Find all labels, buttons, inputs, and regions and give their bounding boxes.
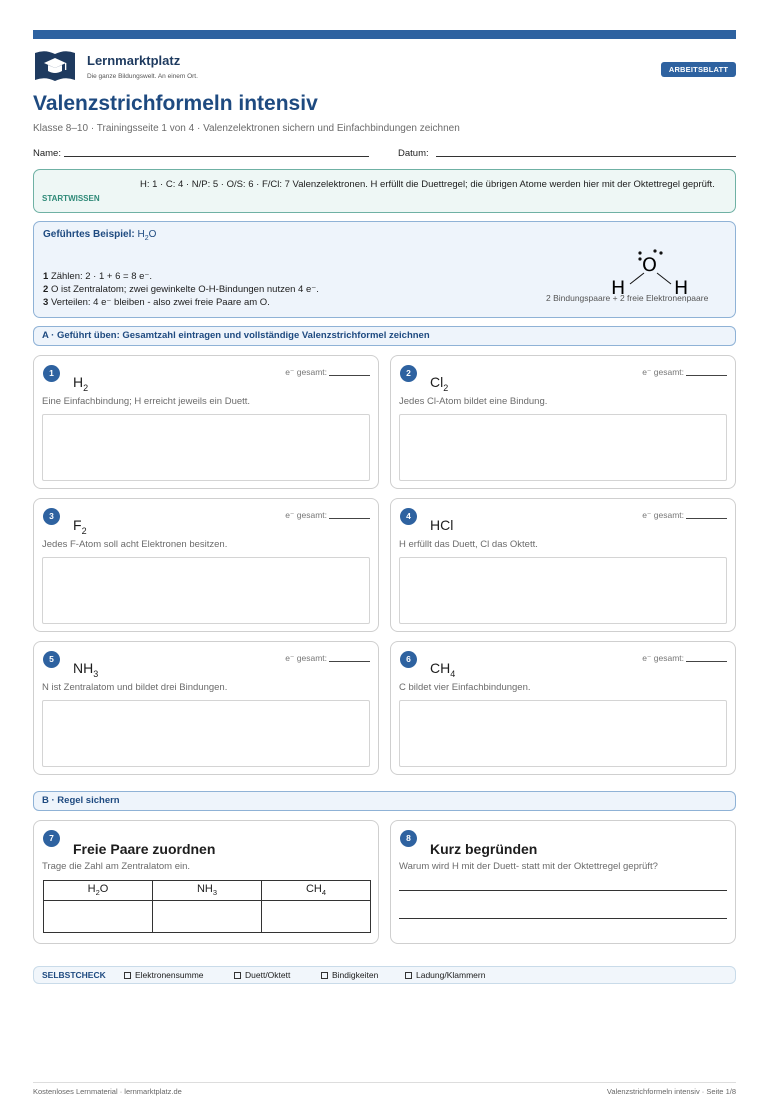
example-step: 1 Zählen: 2 · 1 + 6 = 8 e⁻.	[43, 271, 153, 282]
page-subtitle: Klasse 8–10 · Trainingsseite 1 von 4 · Valenzelektronen sichern und Einfachbindungen zeichnen	[33, 123, 460, 134]
date-label: Datum:	[398, 148, 429, 159]
answer-line[interactable]	[399, 890, 727, 891]
exercise-number: 6	[400, 651, 417, 668]
electron-total-field[interactable]: e⁻ gesamt:	[285, 510, 370, 521]
free-pairs-table	[43, 880, 371, 933]
footer-left: Kostenloses Lernmaterial · lernmarktplatz.de	[33, 1087, 182, 1096]
exercise-hint: N ist Zentralatom und bildet drei Bindungen.	[42, 682, 228, 693]
startwissen-box	[33, 169, 736, 213]
example-caption: 2 Bindungspaare + 2 freie Elektronenpaare	[546, 293, 709, 303]
exercise-hint: Jedes Cl-Atom bildet eine Bindung.	[399, 396, 548, 407]
drawing-area[interactable]	[399, 700, 727, 767]
drawing-area[interactable]	[399, 557, 727, 624]
checkbox-icon	[124, 972, 131, 979]
brand-name: Lernmarktplatz	[87, 53, 181, 68]
electron-total-field[interactable]: e⁻ gesamt:	[285, 367, 370, 378]
name-field[interactable]	[64, 156, 369, 157]
exercise-formula: $Cl_2$	[430, 374, 449, 393]
table-header-ch4: $CH_4$	[262, 881, 371, 901]
worksheet-badge: ARBEITSBLATT	[661, 62, 736, 77]
exercise-card-6	[390, 641, 736, 775]
task-title: Freie Paare zuordnen	[73, 841, 216, 857]
exercise-card-1	[33, 355, 379, 489]
electron-total-field[interactable]: e⁻ gesamt:	[642, 653, 727, 664]
selfcheck-bar	[33, 966, 736, 984]
answer-cell-nh3[interactable]	[153, 901, 262, 933]
exercise-hint: Eine Einfachbindung; H erreicht jeweils ein Duett.	[42, 396, 251, 407]
exercise-hint: Jedes F-Atom soll acht Elektronen besitzen.	[42, 539, 228, 550]
section-a-header: A · Geführt üben: Gesamtzahl eintragen und vollständige Valenzstrichformel zeichnen	[33, 326, 736, 346]
answer-cell-h2o[interactable]	[44, 901, 153, 933]
exercise-card-4	[390, 498, 736, 632]
exercise-card-2	[390, 355, 736, 489]
example-step: 2 O ist Zentralatom; zwei gewinkelte O-H-Bindungen nutzen 4 e⁻.	[43, 284, 319, 295]
task-number: 7	[43, 830, 60, 847]
atom-h-left: H	[611, 277, 626, 294]
task-title: Kurz begründen	[430, 841, 538, 857]
selfcheck-item[interactable]: Duett/Oktett	[234, 967, 290, 983]
section-b-header: B · Regel sichern	[33, 791, 736, 811]
exercise-number: 1	[43, 365, 60, 382]
exercise-formula: $CH_4$	[430, 660, 456, 679]
selfcheck-item[interactable]: Bindigkeiten	[321, 967, 378, 983]
electron-total-field[interactable]: e⁻ gesamt:	[642, 367, 727, 378]
exercise-formula: $NH_3$	[73, 660, 99, 679]
atom-o: O	[642, 254, 657, 276]
exercise-formula: $H_2$	[73, 374, 89, 393]
brand-tagline: Die ganze Bildungswelt. An einem Ort.	[87, 73, 198, 80]
guided-example-box	[33, 221, 736, 318]
exercise-hint: H erfüllt das Duett, Cl das Oktett.	[399, 539, 538, 550]
footer-divider	[33, 1082, 736, 1083]
task-hint: Warum wird H mit der Duett- statt mit der Oktettregel geprüft?	[399, 861, 658, 872]
startwissen-text: H: 1 · C: 4 · N/P: 5 · O/S: 6 · F/Cl: 7 Valenzelektronen. H erfüllt die Duettregel; die übrigen Atome werden hier mit der Oktettregel geprüft.	[140, 179, 715, 190]
drawing-area[interactable]	[399, 414, 727, 481]
drawing-area[interactable]	[42, 414, 370, 481]
date-field[interactable]	[436, 156, 736, 157]
page-title: Valenzstrichformeln intensiv	[33, 92, 318, 115]
selfcheck-label: SELBSTCHECK	[42, 970, 106, 980]
example-step: 3 Verteilen: 4 e⁻ bleiben - also zwei freie Paare am O.	[43, 297, 270, 308]
top-accent-bar	[33, 30, 736, 39]
exercise-card-3	[33, 498, 379, 632]
drawing-area[interactable]	[42, 700, 370, 767]
task-card-7	[33, 820, 379, 944]
task-hint: Trage die Zahl am Zentralatom ein.	[42, 861, 191, 872]
name-label: Name:	[33, 148, 61, 159]
water-molecule-diagram	[574, 234, 724, 294]
answer-cell-ch4[interactable]	[262, 901, 371, 933]
graduation-cap-icon	[33, 49, 77, 83]
checkbox-icon	[321, 972, 328, 979]
exercise-number: 5	[43, 651, 60, 668]
task-card-8	[390, 820, 736, 944]
exercise-number: 2	[400, 365, 417, 382]
table-header-nh3: $NH_3$	[153, 881, 262, 901]
selfcheck-item[interactable]: Elektronensumme	[124, 967, 204, 983]
footer-right: Valenzstrichformeln intensiv · Seite 1/8	[606, 1087, 736, 1096]
checkbox-icon	[405, 972, 412, 979]
exercise-formula: $F_2$	[73, 517, 87, 536]
example-steps	[43, 270, 319, 309]
electron-total-field[interactable]: e⁻ gesamt:	[285, 653, 370, 664]
exercise-card-5	[33, 641, 379, 775]
drawing-area[interactable]	[42, 557, 370, 624]
exercise-number: 4	[400, 508, 417, 525]
table-header-h2o: $H_2O$	[44, 881, 153, 901]
example-title: Geführtes Beispiel: $H_2O$	[43, 229, 157, 242]
exercise-hint: C bildet vier Einfachbindungen.	[399, 682, 531, 693]
exercise-formula: HCl	[430, 517, 454, 533]
electron-total-field[interactable]: e⁻ gesamt:	[642, 510, 727, 521]
selfcheck-item[interactable]: Ladung/Klammern	[405, 967, 485, 983]
task-number: 8	[400, 830, 417, 847]
exercise-number: 3	[43, 508, 60, 525]
atom-h-right: H	[674, 277, 689, 294]
answer-line[interactable]	[399, 918, 727, 919]
startwissen-label: STARTWISSEN	[42, 194, 100, 203]
checkbox-icon	[234, 972, 241, 979]
